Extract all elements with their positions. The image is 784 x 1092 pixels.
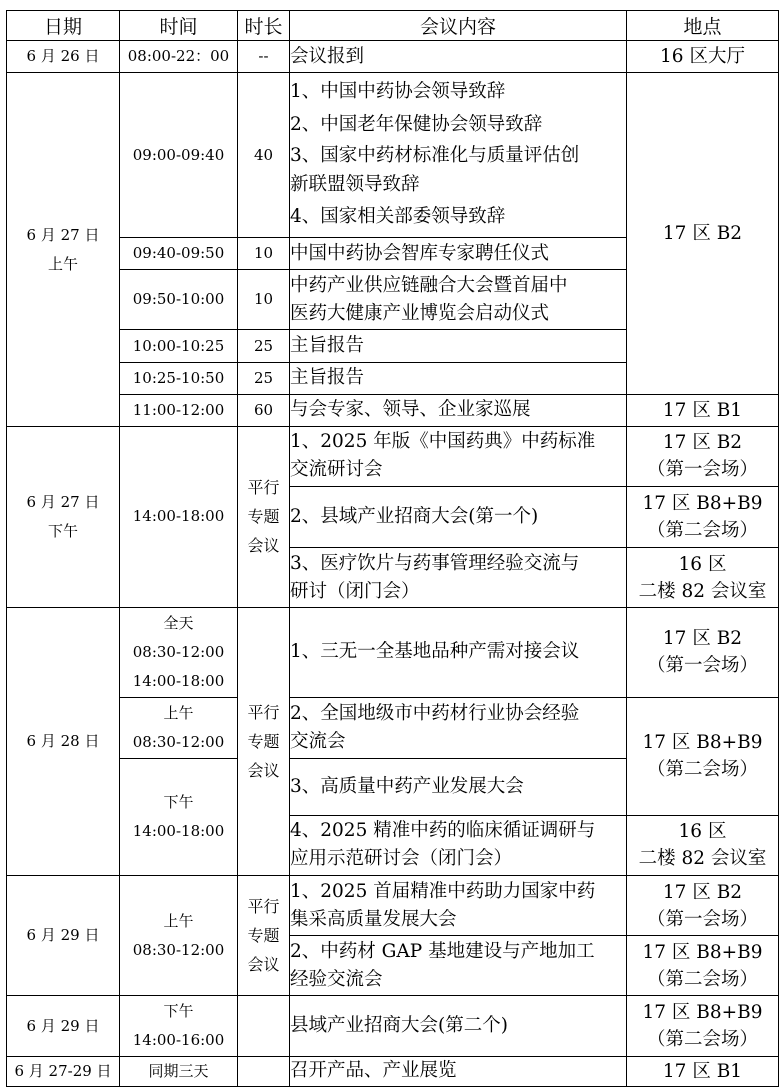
- location-line: （第二会场）: [646, 1029, 758, 1051]
- content-cell: [290, 270, 627, 330]
- time-line: 下午: [163, 793, 194, 812]
- header-duration: 时长: [238, 11, 290, 41]
- date-cell: 6 月 29 日: [7, 875, 120, 996]
- date-line: 6 月 27 日: [26, 492, 100, 511]
- date-line: 6 月 27 日: [26, 225, 100, 244]
- time-line: 14:00-18:00: [132, 671, 225, 690]
- time-cell: 14:00-18:00: [120, 426, 238, 607]
- location-line: 16 区: [678, 821, 727, 843]
- duration-cell: [238, 996, 290, 1056]
- content-line: 2、全国地级市中药材行业协会经验: [290, 703, 580, 725]
- date-cell: 6 月 28 日: [7, 607, 120, 875]
- header-time: 时间: [120, 11, 238, 41]
- time-line: 08:30-12:00: [132, 733, 225, 752]
- duration-cell: [238, 426, 290, 607]
- table-row: [7, 607, 779, 697]
- location-line: （第二会场）: [646, 759, 758, 781]
- duration-line: 会议: [247, 955, 280, 975]
- location-cell: [627, 698, 779, 816]
- date-period: 上午: [47, 254, 78, 273]
- header-row: [7, 11, 779, 41]
- location-line: 16 区: [678, 553, 727, 575]
- content-line: 2、中药材 GAP 基地建设与产地加工: [290, 940, 595, 962]
- location-cell: [627, 936, 779, 996]
- header-content: 会议内容: [290, 11, 627, 41]
- location-line: 17 区 B8+B9: [642, 1002, 763, 1024]
- location-cell: 17 区 B2: [627, 73, 779, 394]
- content-line: 交流会: [290, 731, 346, 753]
- content-cell: [290, 936, 627, 996]
- time-cell: 10:00-10:25: [120, 330, 238, 362]
- time-line: 全天: [163, 613, 194, 632]
- location-line: 17 区 B2: [662, 432, 743, 454]
- content-cell: 3、高质量中药产业发展大会: [290, 759, 627, 815]
- time-line: 上午: [163, 911, 194, 930]
- time-cell: 09:50-10:00: [120, 270, 238, 330]
- date-period: 下午: [47, 521, 78, 540]
- table-row: [7, 875, 779, 935]
- time-line: 下午: [163, 1002, 194, 1021]
- location-line: （第二会场）: [646, 520, 758, 542]
- content-line: 医药大健康产业博览会启动仪式: [290, 302, 550, 324]
- time-cell: 10:25-10:50: [120, 362, 238, 394]
- table-row: [7, 996, 779, 1056]
- duration-line: 平行: [247, 702, 280, 722]
- time-cell: [120, 607, 238, 697]
- location-cell: 16 区大厅: [627, 41, 779, 73]
- content-line: 4、国家相关部委领导致辞: [290, 206, 506, 228]
- location-line: （第一会场）: [646, 459, 758, 481]
- content-line: 3、医疗饮片与药事管理经验交流与: [290, 552, 580, 574]
- location-line: （第一会场）: [646, 655, 758, 677]
- location-cell: [627, 996, 779, 1056]
- date-cell: [7, 73, 120, 427]
- location-cell: [627, 426, 779, 486]
- content-line: 1、2025 年版《中国药典》中药标准: [290, 431, 596, 453]
- time-cell: [120, 996, 238, 1056]
- time-line: 上午: [163, 704, 194, 723]
- location-line: 二楼 82 会议室: [638, 580, 767, 602]
- content-cell: 会议报到: [290, 41, 627, 73]
- content-cell: [290, 426, 627, 486]
- content-cell: 主旨报告: [290, 330, 627, 362]
- location-cell: [627, 607, 779, 697]
- content-line: 4、2025 精准中药的临床循证调研与: [290, 820, 596, 842]
- content-line: 2、中国老年保健协会领导致辞: [290, 114, 543, 136]
- duration-cell: 25: [238, 362, 290, 394]
- table-row: [7, 426, 779, 486]
- duration-cell: [238, 1056, 290, 1086]
- duration-cell: [238, 875, 290, 996]
- content-line: 中药产业供应链融合大会暨首届中: [290, 274, 568, 296]
- content-cell: [290, 698, 627, 759]
- content-cell: [290, 73, 627, 238]
- content-cell: [290, 548, 627, 607]
- time-cell: 同期三天: [120, 1056, 238, 1086]
- schedule-table: [6, 10, 779, 1087]
- date-cell: 6 月 27-29 日: [7, 1056, 120, 1086]
- table-row: [7, 41, 779, 73]
- duration-cell: 10: [238, 270, 290, 330]
- duration-line: 平行: [247, 478, 280, 498]
- content-line: 集采高质量发展大会: [290, 908, 457, 930]
- duration-line: 平行: [247, 897, 280, 917]
- content-line: 1、中国中药协会领导致辞: [290, 81, 506, 103]
- content-line: 1、2025 首届精准中药助力国家中药: [290, 880, 596, 902]
- location-line: 17 区 B2: [662, 628, 743, 650]
- time-cell: [120, 759, 238, 876]
- location-cell: [627, 815, 779, 875]
- location-line: 17 区 B8+B9: [642, 941, 763, 963]
- content-line: 经验交流会: [290, 968, 383, 990]
- content-cell: 主旨报告: [290, 362, 627, 394]
- location-cell: 17 区 B1: [627, 1056, 779, 1086]
- table-row: [7, 1056, 779, 1086]
- content-cell: 召开产品、产业展览: [290, 1056, 627, 1086]
- time-line: 08:30-12:00: [132, 940, 225, 959]
- time-cell: 09:40-09:50: [120, 238, 238, 270]
- location-line: （第一会场）: [646, 908, 758, 930]
- date-cell: 6 月 29 日: [7, 996, 120, 1056]
- time-cell: 08:00-22：00: [120, 41, 238, 73]
- content-cell: 与会专家、领导、企业家巡展: [290, 394, 627, 426]
- table-row: [7, 73, 779, 238]
- duration-cell: --: [238, 41, 290, 73]
- time-cell: [120, 875, 238, 996]
- content-line: 交流研讨会: [290, 459, 383, 481]
- duration-line: 专题: [247, 507, 280, 527]
- time-line: 14:00-18:00: [132, 822, 225, 841]
- content-line: 3、国家中药材标准化与质量评估创: [290, 145, 580, 167]
- content-line: 研讨（闭门会）: [290, 580, 420, 602]
- content-cell: [290, 875, 627, 935]
- location-line: 17 区 B8+B9: [642, 732, 763, 754]
- content-cell: 1、三无一全基地品种产需对接会议: [290, 607, 627, 697]
- content-cell: 中国中药协会智库专家聘任仪式: [290, 238, 627, 270]
- duration-line: 专题: [247, 926, 280, 946]
- duration-line: 会议: [247, 760, 280, 780]
- date-cell: [7, 426, 120, 607]
- time-cell: 09:00-09:40: [120, 73, 238, 238]
- location-line: 17 区 B2: [662, 881, 743, 903]
- content-cell: 2、县域产业招商大会(第一个): [290, 487, 627, 548]
- duration-cell: 60: [238, 394, 290, 426]
- location-line: （第二会场）: [646, 968, 758, 990]
- table-row: [7, 698, 779, 759]
- time-line: 14:00-16:00: [132, 1031, 225, 1050]
- location-line: 17 区 B8+B9: [642, 493, 763, 515]
- date-cell: 6 月 26 日: [7, 41, 120, 73]
- time-cell: [120, 698, 238, 759]
- location-cell: [627, 875, 779, 935]
- location-cell: [627, 548, 779, 607]
- content-line: 新联盟领导致辞: [290, 174, 420, 196]
- header-location: 地点: [627, 11, 779, 41]
- header-date: 日期: [7, 11, 120, 41]
- duration-cell: 25: [238, 330, 290, 362]
- location-cell: 17 区 B1: [627, 394, 779, 426]
- table-row: [7, 394, 779, 426]
- duration-cell: 40: [238, 73, 290, 238]
- time-line: 08:30-12:00: [132, 642, 225, 661]
- time-cell: 11:00-12:00: [120, 394, 238, 426]
- location-line: 二楼 82 会议室: [638, 848, 767, 870]
- duration-line: 专题: [247, 731, 280, 751]
- content-cell: [290, 815, 627, 875]
- content-line: 应用示范研讨会（闭门会）: [290, 848, 513, 870]
- duration-cell: [238, 607, 290, 875]
- content-cell: 县域产业招商大会(第二个): [290, 996, 627, 1056]
- duration-line: 会议: [247, 536, 280, 556]
- duration-cell: 10: [238, 238, 290, 270]
- location-cell: [627, 487, 779, 548]
